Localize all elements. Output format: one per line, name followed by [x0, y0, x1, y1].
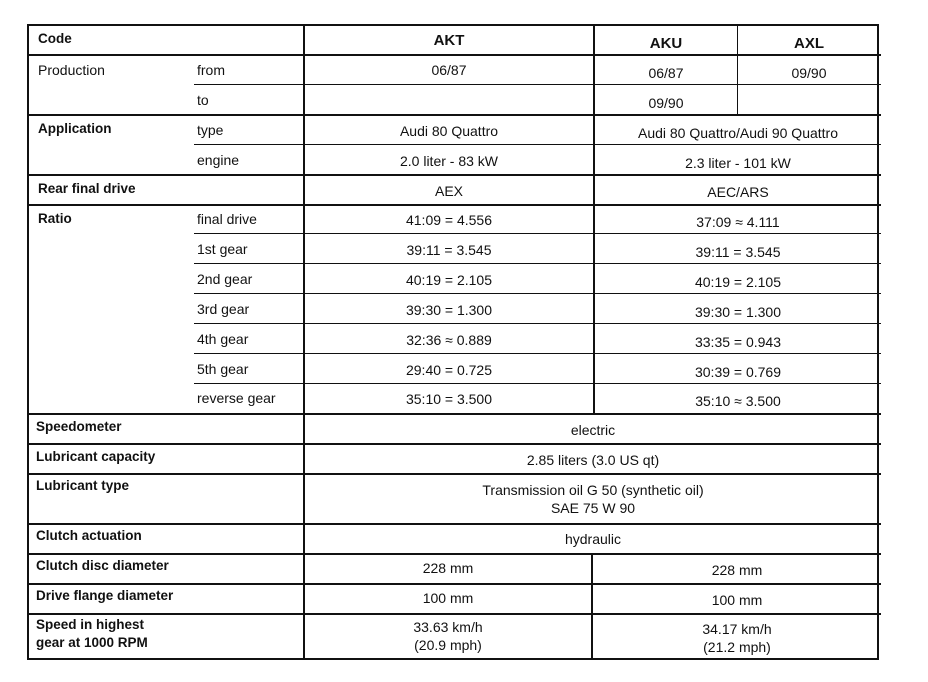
clutch-actuation-label: Clutch actuation [36, 528, 142, 543]
lubricant-type-label: Lubricant type [36, 478, 130, 493]
rule [29, 443, 881, 445]
code-label: Code [38, 31, 72, 46]
application-engine-label: engine [197, 152, 240, 168]
rule [194, 383, 881, 384]
rule [194, 84, 881, 85]
speed-label-line2: gear at 1000 RPM [36, 635, 148, 650]
ratio-row-name: 3rd gear [197, 301, 250, 317]
rule [29, 553, 881, 555]
ratio-row-left: 39:11 = 3.545 [406, 242, 492, 258]
ratio-row-right: 39:11 = 3.545 [695, 244, 781, 260]
production-from-akt: 06/87 [431, 62, 467, 78]
ratio-row-left: 39:30 = 1.300 [405, 302, 493, 318]
speedometer-label: Speedometer [36, 419, 122, 434]
drive-flange-diameter-right: 100 mm [711, 592, 763, 608]
speed-right-line2: (21.2 mph) [703, 639, 771, 655]
rule [194, 144, 881, 145]
drive-flange-diameter-left: 100 mm [422, 590, 474, 606]
rule [29, 613, 881, 615]
production-to-label: to [197, 92, 209, 108]
code-aku: AKU [649, 35, 683, 52]
rule [737, 26, 738, 114]
ratio-row-name: final drive [197, 211, 257, 227]
lubricant-type-line1: Transmission oil G 50 (synthetic oil) [482, 482, 704, 498]
rule [194, 323, 881, 324]
ratio-label: Ratio [38, 211, 72, 226]
rear-final-drive-akt: AEX [434, 183, 463, 199]
application-type-aku-axl: Audi 80 Quattro/Audi 90 Quattro [637, 125, 838, 141]
code-axl: AXL [794, 35, 824, 52]
ratio-row-left: 29:40 = 0.725 [405, 362, 493, 378]
clutch-disc-diameter-right: 228 mm [711, 562, 763, 578]
ratio-row-name: 5th gear [197, 361, 249, 377]
rule [29, 114, 881, 116]
application-engine-aku-axl: 2.3 liter - 101 kW [685, 155, 791, 171]
rule [29, 473, 881, 475]
production-label: Production [38, 62, 105, 78]
code-akt: AKT [433, 32, 465, 49]
speedometer-value: electric [570, 422, 616, 438]
lubricant-type-line2: SAE 75 W 90 [550, 500, 636, 516]
ratio-row-left: 40:19 = 2.105 [405, 272, 493, 288]
production-from-axl: 09/90 [791, 65, 827, 81]
speed-right-line1: 34.17 km/h [702, 621, 772, 637]
speed-label-line1: Speed in highest [36, 617, 145, 632]
ratio-row-left: 32:36 ≈ 0.889 [406, 332, 492, 348]
production-from-label: from [197, 62, 225, 78]
lubricant-capacity-value: 2.85 liters (3.0 US qt) [526, 452, 660, 468]
rule [29, 523, 881, 525]
ratio-row-left: 35:10 = 3.500 [405, 391, 493, 407]
speed-left-line1: 33.63 km/h [413, 619, 483, 635]
rule [194, 263, 881, 264]
lubricant-capacity-label: Lubricant capacity [36, 449, 156, 464]
ratio-row-right: 30:39 = 0.769 [694, 364, 782, 380]
speed-left-line2: (20.9 mph) [414, 637, 482, 653]
ratio-row-name: 1st gear [197, 241, 248, 257]
ratio-row-right: 35:10 ≈ 3.500 [695, 393, 781, 409]
rule [29, 174, 881, 176]
drive-flange-diameter-label: Drive flange diameter [36, 588, 174, 603]
production-to-aku: 09/90 [648, 95, 684, 111]
application-type-label: type [197, 122, 224, 138]
rule [194, 353, 881, 354]
application-label: Application [38, 121, 112, 136]
ratio-row-name: 4th gear [197, 331, 249, 347]
ratio-row-right: 39:30 = 1.300 [694, 304, 782, 320]
application-engine-akt: 2.0 liter - 83 kW [399, 153, 499, 169]
ratio-row-right: 33:35 = 0.943 [694, 334, 782, 350]
ratio-row-name: reverse gear [197, 390, 276, 406]
ratio-row-right: 40:19 = 2.105 [694, 274, 782, 290]
transmission-specifications-table [27, 24, 879, 660]
rear-final-drive-aku-axl: AEC/ARS [707, 184, 769, 200]
rule [29, 204, 881, 206]
clutch-actuation-value: hydraulic [564, 531, 622, 547]
production-from-aku: 06/87 [648, 65, 684, 81]
ratio-row-right: 37:09 ≈ 4.111 [696, 214, 780, 230]
clutch-disc-diameter-left: 228 mm [422, 560, 474, 576]
rule [194, 233, 881, 234]
rear-final-drive-label: Rear final drive [38, 181, 136, 196]
application-type-akt: Audi 80 Quattro [399, 123, 499, 139]
rule [194, 293, 881, 294]
ratio-row-name: 2nd gear [197, 271, 253, 287]
rule [29, 583, 881, 585]
ratio-row-left: 41:09 = 4.556 [405, 212, 493, 228]
rule [29, 413, 881, 415]
rule [29, 54, 881, 56]
clutch-disc-diameter-label: Clutch disc diameter [36, 558, 169, 573]
